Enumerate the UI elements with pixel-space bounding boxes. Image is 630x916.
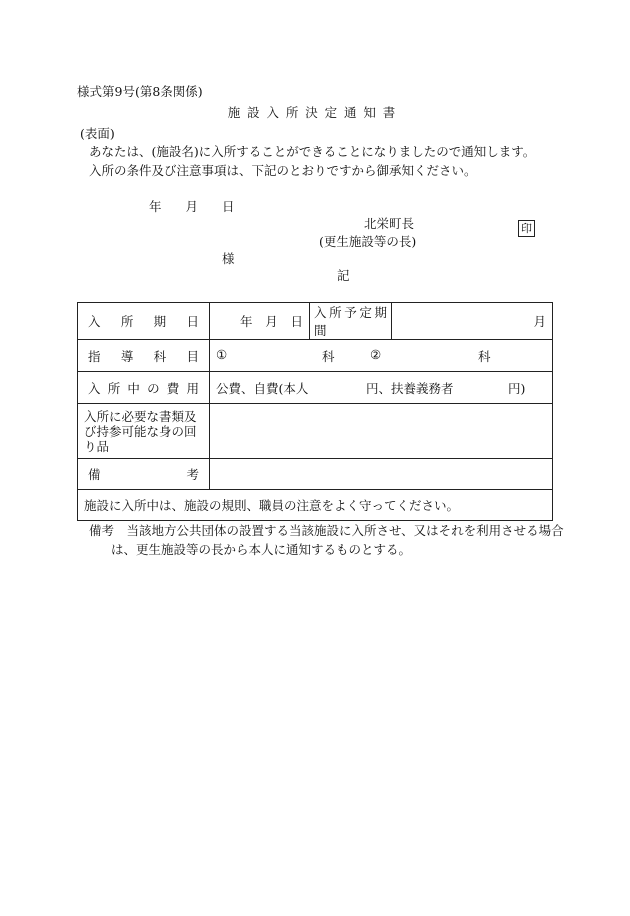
table-row-footer xyxy=(78,490,553,521)
table-row-docs xyxy=(78,404,553,459)
subject-marker-2: ② xyxy=(370,346,382,362)
remarks-line-2: は、更生施設等の長から本人に通知するものとする。 xyxy=(111,542,412,557)
notes-value xyxy=(210,459,553,490)
entry-date-value: 年 月 日 xyxy=(210,303,310,340)
issue-date-line: 年 月 日 xyxy=(149,199,235,214)
cost-label: 入所中の費用 xyxy=(78,372,210,404)
docs-label: 入所に必要な書類及び持参可能な身の回り品 xyxy=(78,404,210,459)
cost-value-c: 円) xyxy=(508,380,526,396)
subject-ka-1: 科 xyxy=(322,348,335,364)
subject-marker-1: ① xyxy=(216,346,228,362)
entry-date-label: 入所期日 xyxy=(78,303,210,340)
period-label: 入所予定期間 xyxy=(310,303,392,340)
period-value: 月 xyxy=(392,303,553,340)
form-number: 様式第9号(第8条関係) xyxy=(77,84,203,99)
subject-value xyxy=(210,340,553,372)
cost-value-b: 円、扶養義務者 xyxy=(366,380,454,396)
issuer-subtitle: (更生施設等の長) xyxy=(319,234,417,249)
notes-label: 備考 xyxy=(78,459,210,490)
table-row-entry-date xyxy=(78,303,553,340)
seal-stamp-box: 印 xyxy=(518,220,535,237)
body-line-2: 入所の条件及び注意事項は、下記のとおりですから御承知ください。 xyxy=(89,163,477,178)
subject-ka-2: 科 xyxy=(478,348,491,364)
table-row-notes xyxy=(78,459,553,490)
issuer-name: 北栄町長 xyxy=(364,216,415,231)
table-row-subject xyxy=(78,340,553,372)
side-label: (表面) xyxy=(80,126,115,141)
subject-label: 指導科目 xyxy=(78,340,210,372)
table-row-cost xyxy=(78,372,553,404)
body-line-1: あなたは、(施設名)に入所することができることになりましたので通知します。 xyxy=(89,144,536,159)
conditions-table xyxy=(77,302,553,521)
ki-heading: 記 xyxy=(337,268,350,283)
addressee-suffix: 様 xyxy=(222,251,235,266)
document-title: 施設入所決定通知書 xyxy=(227,105,403,120)
remarks-line-1: 備考 当該地方公共団体の設置する当該施設に入所させ、又はそれを利用させる場合 xyxy=(89,523,564,538)
footer-notice: 施設に入所中は、施設の規則、職員の注意をよく守ってください。 xyxy=(78,490,553,521)
docs-value xyxy=(210,404,553,459)
cost-value-a: 公費、自費(本人 xyxy=(216,380,309,396)
cost-value xyxy=(210,372,553,404)
